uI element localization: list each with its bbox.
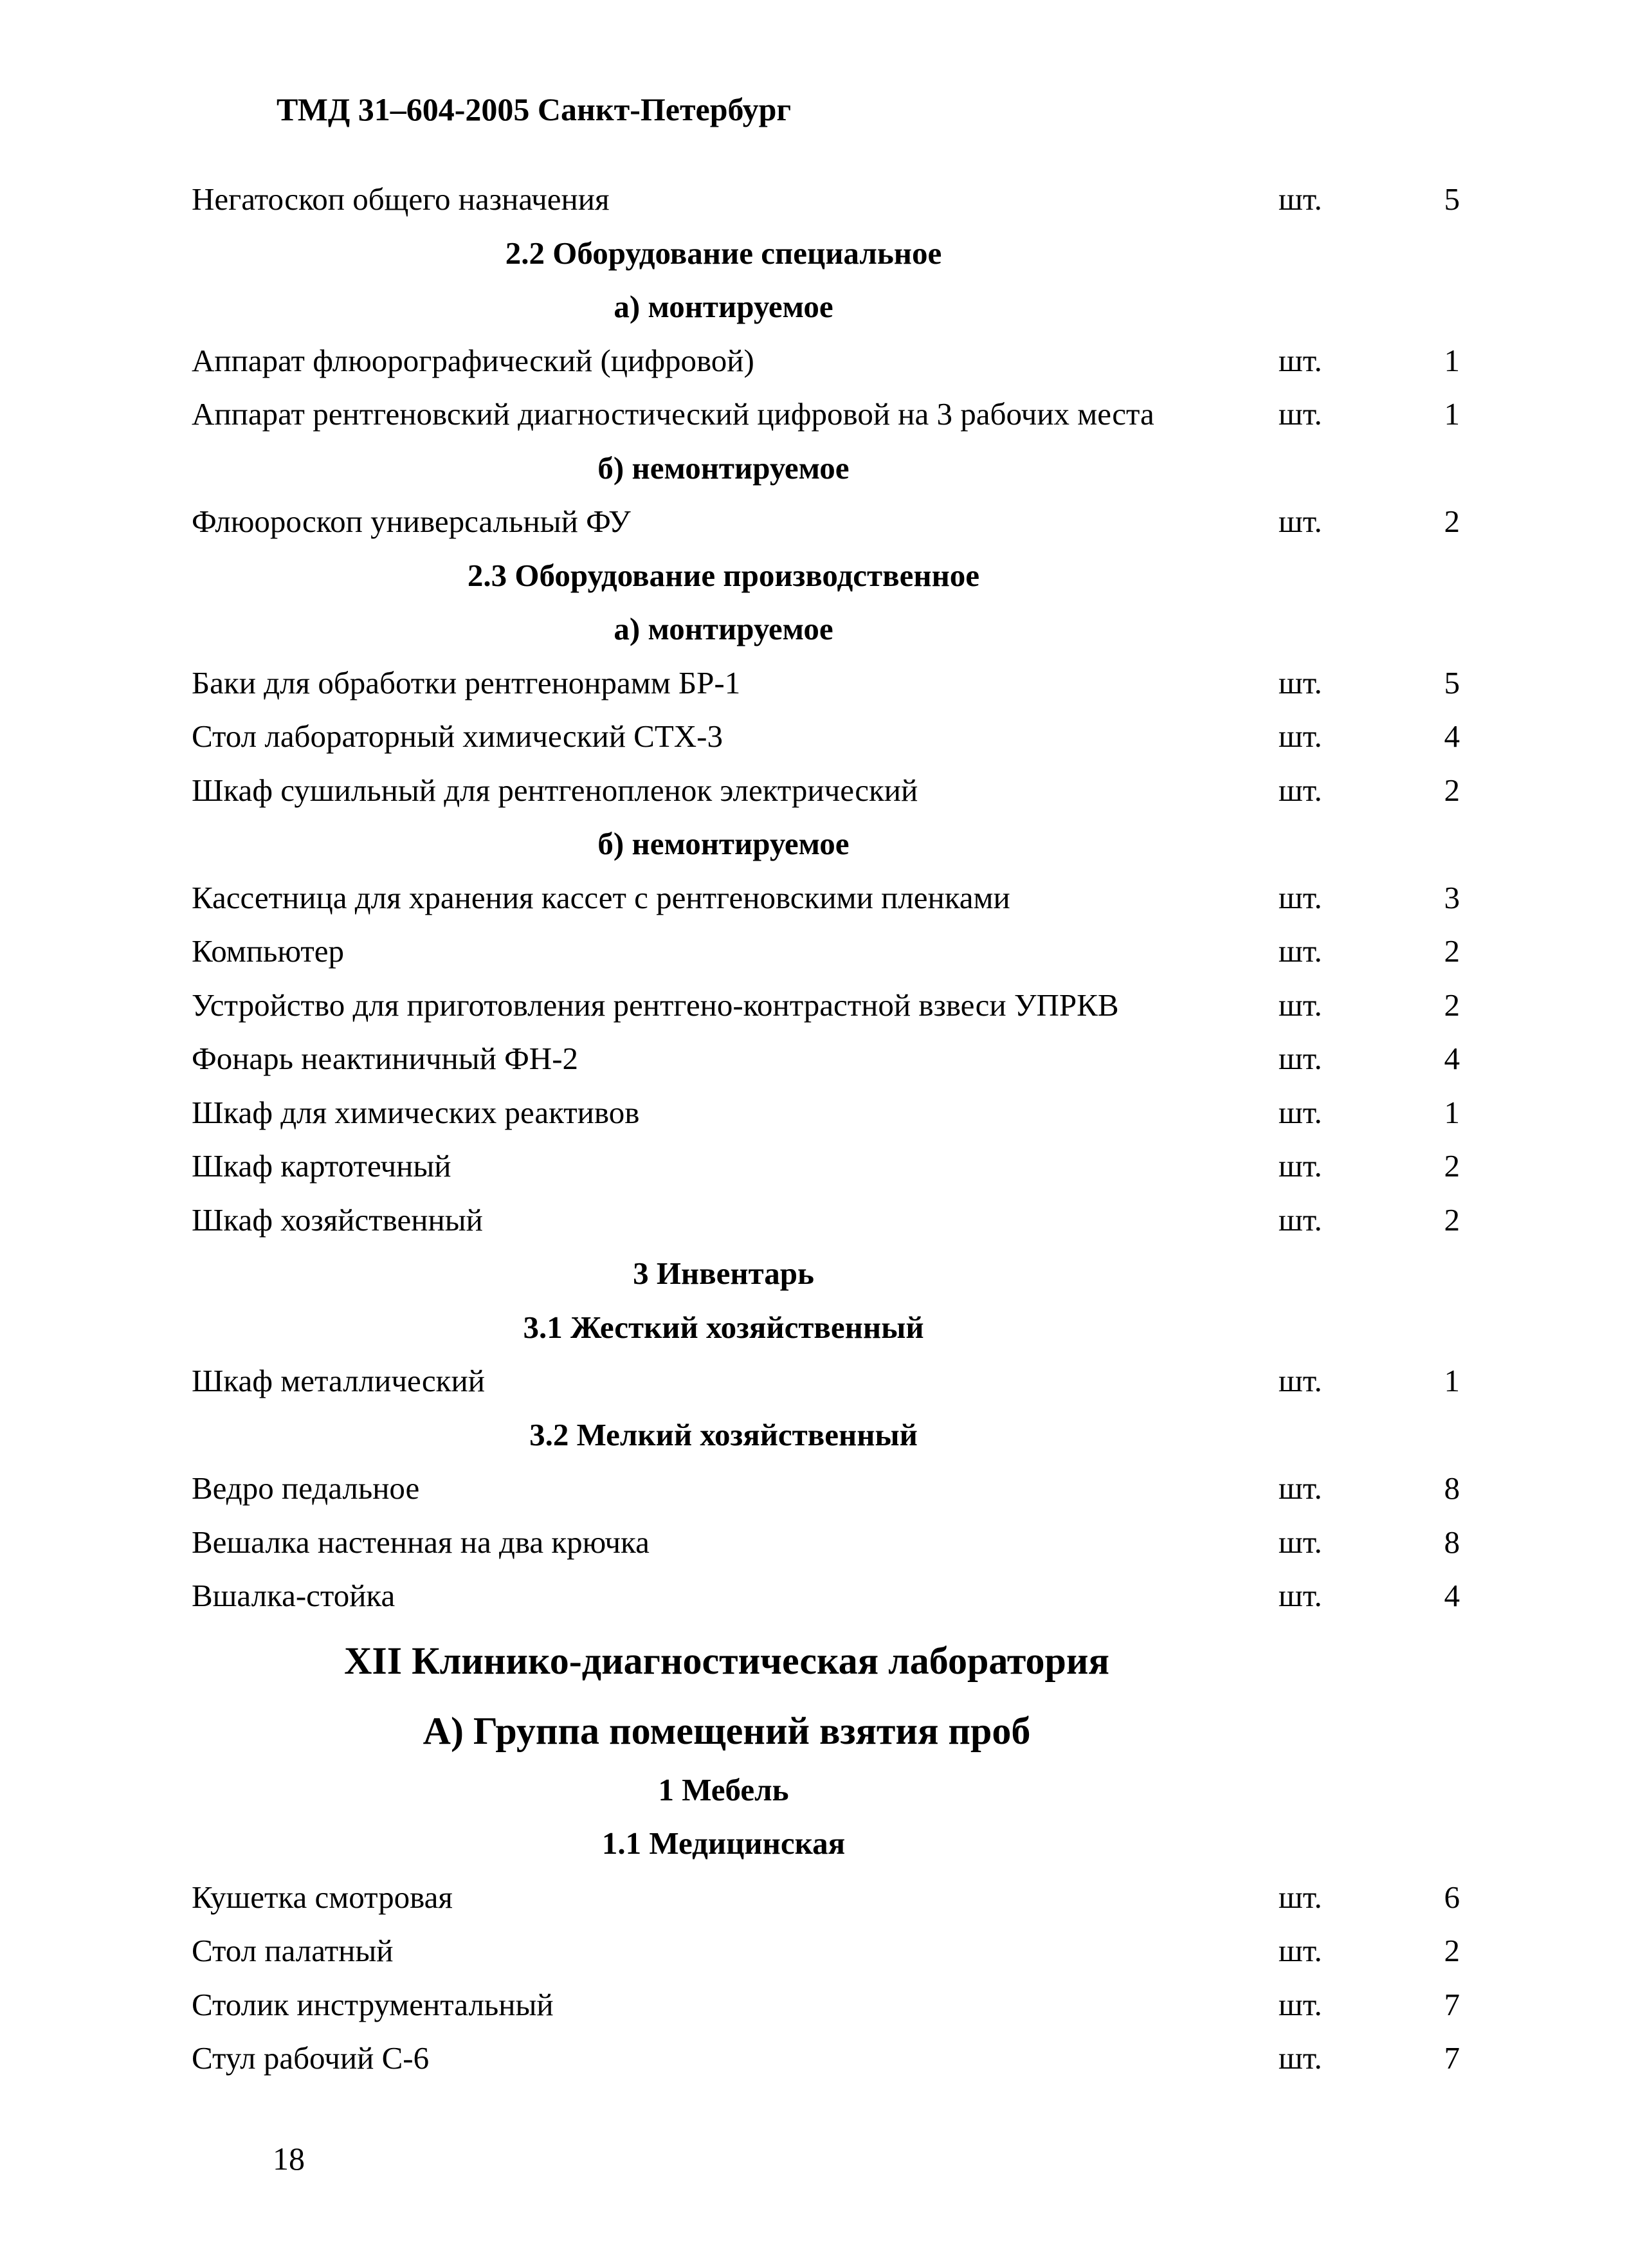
subheading-text: 1.1 Медицинская <box>601 1825 846 1861</box>
heading-text: А) Группа помещений взятия проб <box>423 1709 1031 1752</box>
equipment-list <box>0 172 1638 2085</box>
item-quantity: 4 <box>1444 1578 1460 1613</box>
list-item <box>0 1978 1638 2032</box>
item-unit: шт. <box>1279 1933 1322 1968</box>
item-quantity: 2 <box>1444 504 1460 539</box>
item-name: Ведро педальное <box>192 1470 420 1506</box>
item-name: Шкаф сушильный для рентгенопленок электрический <box>192 772 918 808</box>
list-item <box>0 764 1638 818</box>
item-name: Вшалка-стойка <box>192 1578 396 1613</box>
list-item <box>0 1354 1638 1408</box>
item-unit: шт. <box>1279 1148 1322 1184</box>
list-item <box>0 1193 1638 1247</box>
item-unit: шт. <box>1279 933 1322 969</box>
item-name: Шкаф картотечный <box>192 1148 451 1184</box>
item-unit: шт. <box>1279 396 1322 432</box>
item-name: Компьютер <box>192 933 345 969</box>
list-item <box>0 172 1638 226</box>
section-subheading <box>0 226 1638 280</box>
item-name: Аппарат рентгеновский диагностический цифровой на 3 рабочих места <box>192 396 1154 432</box>
item-unit: шт. <box>1279 1879 1322 1915</box>
section-subheading <box>0 549 1638 603</box>
subheading-text: 2.3 Оборудование производственное <box>467 557 980 593</box>
item-name: Кассетница для хранения кассет с рентгеновскими пленками <box>192 879 1010 915</box>
item-quantity: 8 <box>1444 1524 1460 1560</box>
item-name: Флюороскоп универсальный ФУ <box>192 504 631 539</box>
item-unit: шт. <box>1279 1041 1322 1076</box>
item-name: Негатоскоп общего назначения <box>192 181 610 217</box>
section-heading <box>0 1623 1638 1699</box>
item-unit: шт. <box>1279 2040 1322 2076</box>
item-name: Столик инструментальный <box>192 1986 554 2022</box>
section-subheading <box>0 1301 1638 1355</box>
item-quantity: 4 <box>1444 1041 1460 1076</box>
subheading-text: 2.2 Оборудование специальное <box>505 235 942 271</box>
item-unit: шт. <box>1279 664 1322 700</box>
subheading-text: а) монтируемое <box>614 289 833 324</box>
item-name: Устройство для приготовления рентгено-контрастной взвеси УПРКВ <box>192 987 1119 1023</box>
list-item <box>0 978 1638 1032</box>
item-quantity: 4 <box>1444 718 1460 754</box>
list-item <box>0 334 1638 388</box>
list-item <box>0 2031 1638 2085</box>
subheading-text: 3 Инвентарь <box>633 1256 814 1291</box>
item-name: Шкаф хозяйственный <box>192 1202 483 1238</box>
item-quantity: 1 <box>1444 1363 1460 1398</box>
item-unit: шт. <box>1279 181 1322 217</box>
list-item <box>0 871 1638 925</box>
item-unit: шт. <box>1279 879 1322 915</box>
item-quantity: 2 <box>1444 1933 1460 1968</box>
item-name: Вешалка настенная на два крючка <box>192 1524 650 1560</box>
list-item <box>0 1086 1638 1140</box>
heading-text: XII Клинико-диагностическая лаборатория <box>344 1639 1109 1682</box>
list-item <box>0 495 1638 549</box>
item-unit: шт. <box>1279 1470 1322 1506</box>
list-item <box>0 1515 1638 1569</box>
item-name: Баки для обработки рентгенонрамм БР-1 <box>192 664 741 700</box>
list-item <box>0 656 1638 710</box>
item-quantity: 1 <box>1444 396 1460 432</box>
item-quantity: 2 <box>1444 772 1460 808</box>
item-quantity: 2 <box>1444 1148 1460 1184</box>
section-subheading <box>0 602 1638 656</box>
list-item <box>0 387 1638 441</box>
list-item <box>0 924 1638 978</box>
item-name: Шкаф для химических реактивов <box>192 1094 640 1130</box>
subheading-text: а) монтируемое <box>614 611 833 646</box>
item-name: Стол палатный <box>192 1933 394 1968</box>
list-item <box>0 1461 1638 1515</box>
item-unit: шт. <box>1279 772 1322 808</box>
section-subheading <box>0 441 1638 495</box>
item-unit: шт. <box>1279 1524 1322 1560</box>
list-item <box>0 1924 1638 1978</box>
item-name: Шкаф металлический <box>192 1363 485 1398</box>
item-quantity: 2 <box>1444 1202 1460 1238</box>
item-unit: шт. <box>1279 1202 1322 1238</box>
section-heading <box>0 1699 1638 1763</box>
item-unit: шт. <box>1279 342 1322 378</box>
item-quantity: 8 <box>1444 1470 1460 1506</box>
section-subheading <box>0 280 1638 334</box>
item-quantity: 1 <box>1444 1094 1460 1130</box>
item-unit: шт. <box>1279 718 1322 754</box>
list-item <box>0 1569 1638 1623</box>
section-subheading <box>0 1408 1638 1462</box>
subheading-text: 3.1 Жесткий хозяйственный <box>523 1309 924 1345</box>
item-quantity: 7 <box>1444 1986 1460 2022</box>
item-name: Аппарат флюорографический (цифровой) <box>192 342 754 378</box>
item-quantity: 2 <box>1444 987 1460 1023</box>
item-name: Фонарь неактиничный ФН-2 <box>192 1041 579 1076</box>
section-subheading <box>0 1247 1638 1301</box>
item-unit: шт. <box>1279 1986 1322 2022</box>
item-quantity: 1 <box>1444 342 1460 378</box>
section-subheading <box>0 1816 1638 1870</box>
subheading-text: 3.2 Мелкий хозяйственный <box>529 1416 918 1452</box>
list-item <box>0 709 1638 764</box>
subheading-text: б) немонтируемое <box>597 826 850 861</box>
item-name: Стул рабочий С-6 <box>192 2040 430 2076</box>
section-subheading <box>0 817 1638 871</box>
subheading-text: 1 Мебель <box>658 1771 789 1807</box>
item-name: Кушетка смотровая <box>192 1879 453 1915</box>
item-unit: шт. <box>1279 987 1322 1023</box>
item-unit: шт. <box>1279 1094 1322 1130</box>
subheading-text: б) немонтируемое <box>597 450 850 486</box>
item-unit: шт. <box>1279 1578 1322 1613</box>
item-quantity: 3 <box>1444 879 1460 915</box>
item-unit: шт. <box>1279 1363 1322 1398</box>
item-quantity: 5 <box>1444 181 1460 217</box>
section-subheading <box>0 1763 1638 1817</box>
list-item <box>0 1139 1638 1193</box>
list-item <box>0 1032 1638 1086</box>
item-quantity: 2 <box>1444 933 1460 969</box>
item-quantity: 6 <box>1444 1879 1460 1915</box>
page-number: 18 <box>273 2141 305 2177</box>
list-item <box>0 1870 1638 1925</box>
item-unit: шт. <box>1279 504 1322 539</box>
document-header: ТМД 31–604-2005 Санкт-Петербург <box>277 91 792 127</box>
item-quantity: 5 <box>1444 664 1460 700</box>
item-name: Стол лабораторный химический СТХ-3 <box>192 718 723 754</box>
item-quantity: 7 <box>1444 2040 1460 2076</box>
